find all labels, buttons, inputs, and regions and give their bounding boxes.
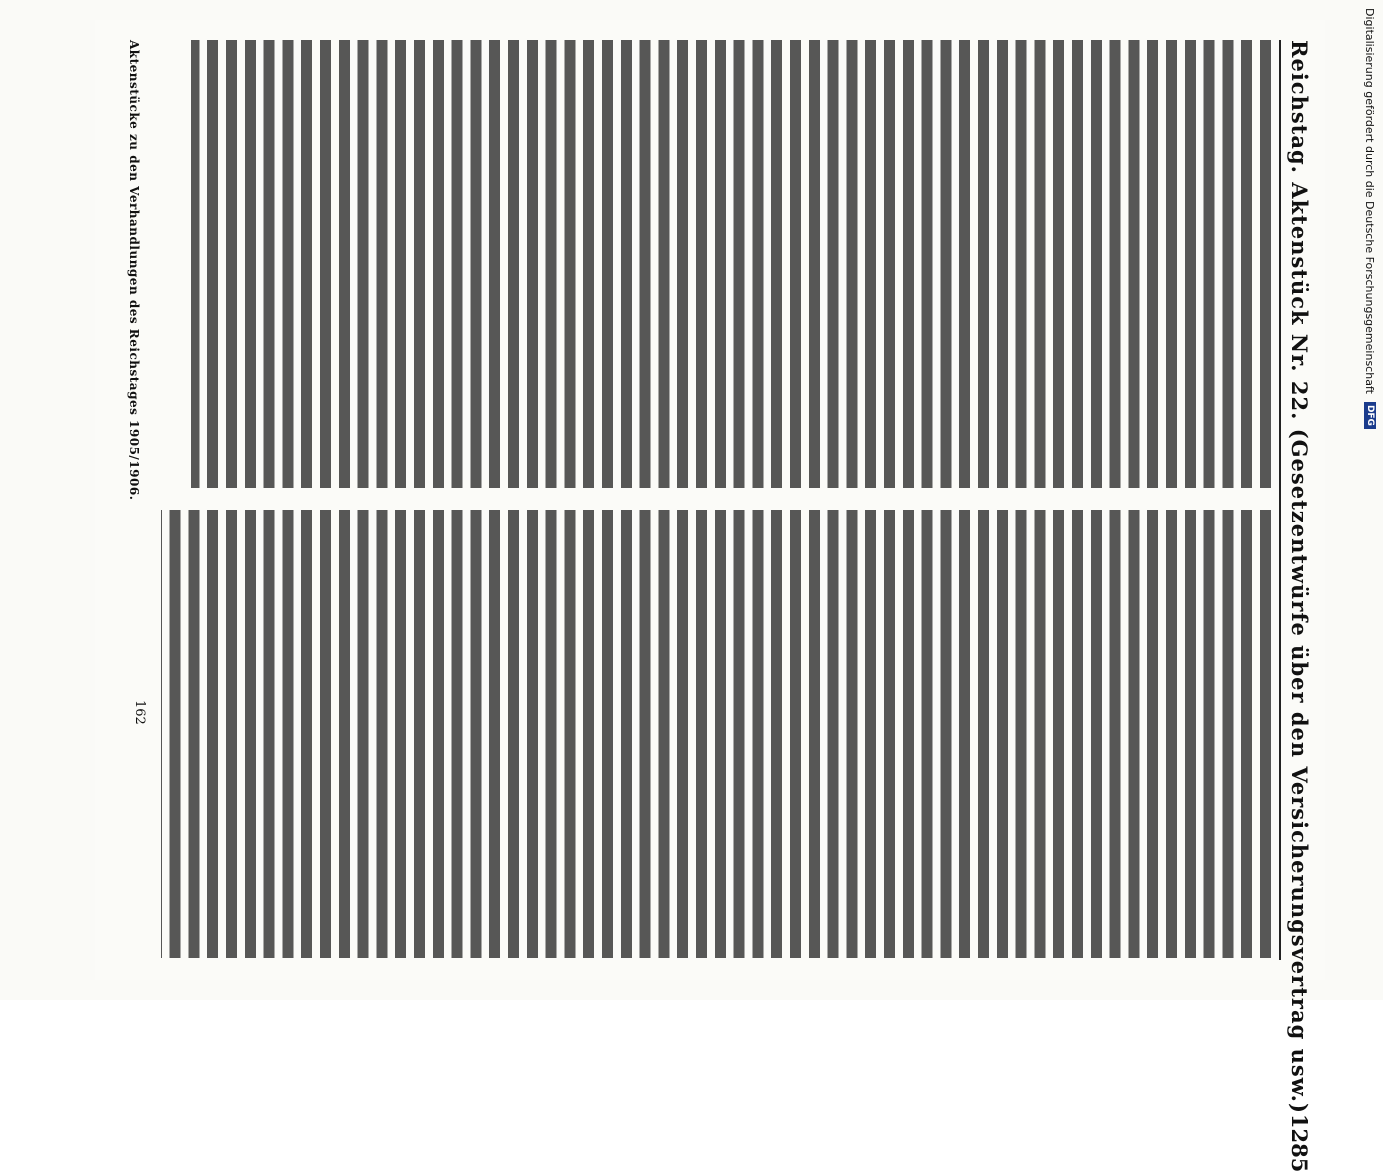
text-column-right [161,510,1271,958]
scanned-page [95,20,1325,1172]
text-column-left [191,40,1271,488]
page-header [1283,40,1317,1172]
dfg-logo: DFG [1364,402,1376,429]
credit-text: Digitalisierung gefördert durch die Deutsche Forschungsgemeinschaft [1363,8,1377,394]
digitization-credit [1363,8,1377,1008]
source-footer: Aktenstücke zu den Verhandlungen des Reichstages 1905/1906. [127,40,141,501]
page-number: 1285 [1287,1113,1313,1172]
bottom-page-number: 162 [132,700,147,725]
header-rule [1279,40,1281,960]
running-title: Reichstag. Aktenstück Nr. 22. (Gesetzentwürfe über den Versicherungsvertrag usw.) [1287,40,1313,1114]
